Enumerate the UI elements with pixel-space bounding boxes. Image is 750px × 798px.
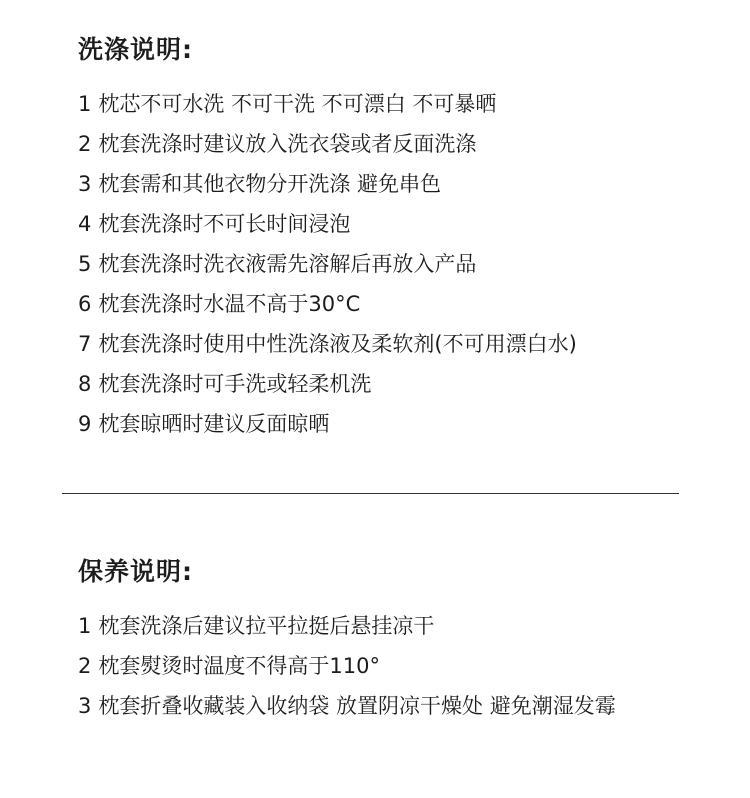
item-number: 1 <box>78 614 92 638</box>
list-item <box>78 646 710 686</box>
list-item <box>78 364 710 404</box>
item-number: 4 <box>78 212 92 236</box>
list-item <box>78 404 710 444</box>
item-text: 枕套洗涤时建议放入洗衣袋或者反面洗涤 <box>98 132 477 156</box>
item-number: 7 <box>78 332 92 356</box>
section-divider <box>62 493 679 494</box>
item-number: 2 <box>78 132 92 156</box>
care-instructions-section <box>78 552 710 726</box>
item-number: 9 <box>78 412 92 436</box>
item-text: 枕套洗涤时使用中性洗涤液及柔软剂(不可用漂白水) <box>98 332 577 356</box>
list-item <box>78 324 710 364</box>
item-number: 1 <box>78 92 92 116</box>
item-number: 3 <box>78 172 92 196</box>
item-text: 枕套洗涤后建议拉平拉挺后悬挂凉干 <box>98 614 435 638</box>
list-item <box>78 204 710 244</box>
list-item <box>78 606 710 646</box>
washing-instructions-list <box>78 84 710 444</box>
item-text: 枕套洗涤时不可长时间浸泡 <box>98 212 351 236</box>
item-number: 5 <box>78 252 92 276</box>
list-item <box>78 164 710 204</box>
item-number: 3 <box>78 694 92 718</box>
item-number: 6 <box>78 292 92 316</box>
item-text: 枕套熨烫时温度不得高于110° <box>98 654 380 678</box>
item-text: 枕套折叠收藏装入收纳袋 放置阴凉干燥处 避免潮湿发霉 <box>98 694 616 718</box>
list-item <box>78 686 710 726</box>
item-text: 枕套晾晒时建议反面晾晒 <box>98 412 330 436</box>
item-text: 枕套洗涤时可手洗或轻柔机洗 <box>98 372 372 396</box>
list-item <box>78 244 710 284</box>
item-text: 枕芯不可水洗 不可干洗 不可漂白 不可暴晒 <box>98 92 497 116</box>
item-number: 2 <box>78 654 92 678</box>
list-item <box>78 284 710 324</box>
item-number: 8 <box>78 372 92 396</box>
item-text: 枕套洗涤时洗衣液需先溶解后再放入产品 <box>98 252 477 276</box>
item-text: 枕套需和其他衣物分开洗涤 避免串色 <box>98 172 442 196</box>
item-text: 枕套洗涤时水温不高于30°C <box>98 292 361 316</box>
list-item <box>78 124 710 164</box>
washing-instructions-section <box>78 30 710 444</box>
care-instructions-list <box>78 606 710 726</box>
washing-instructions-title: 洗涤说明: <box>78 35 193 64</box>
care-instructions-title: 保养说明: <box>78 557 193 586</box>
list-item <box>78 84 710 124</box>
